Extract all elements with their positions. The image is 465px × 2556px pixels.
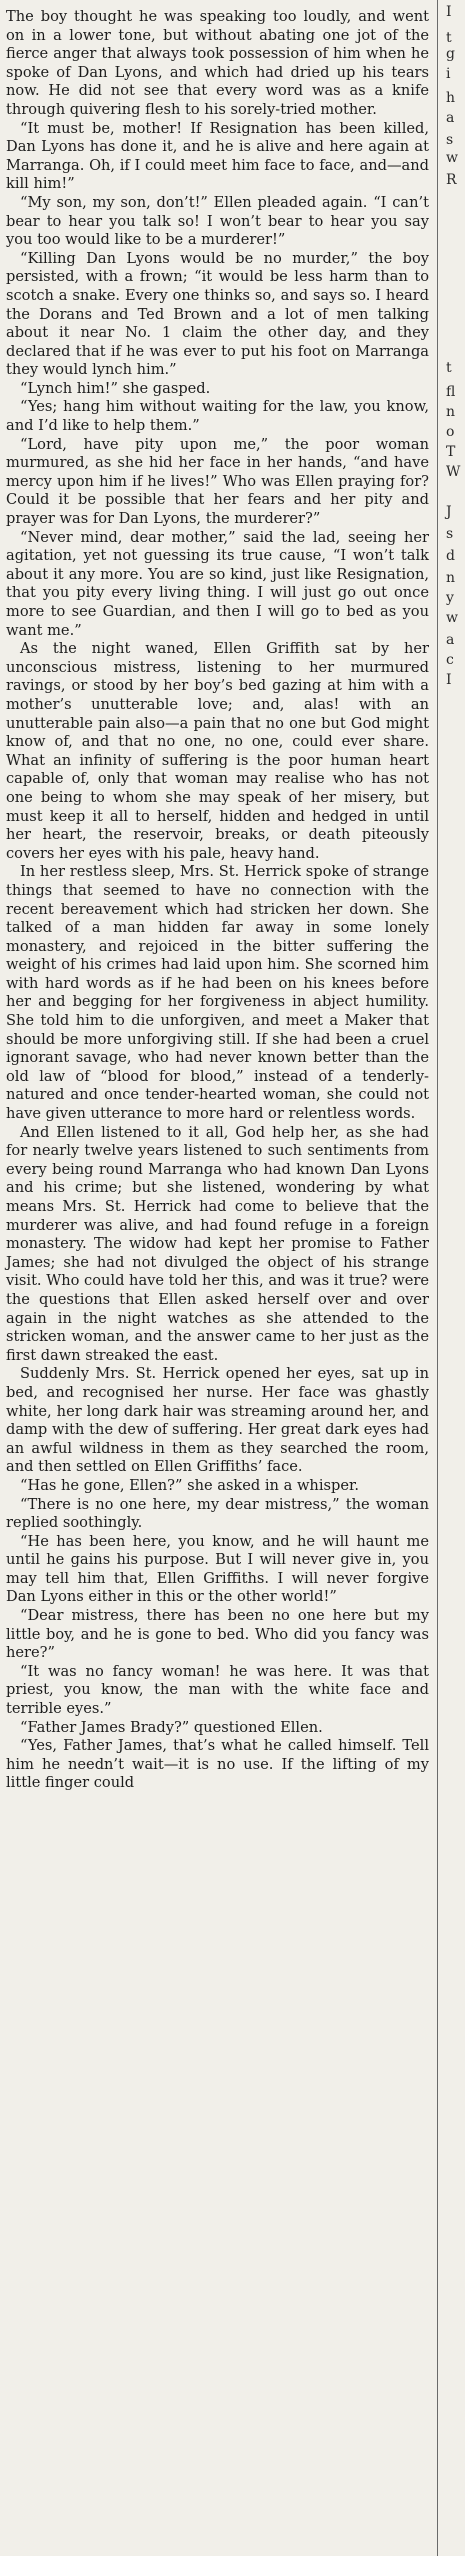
paragraph: “Lynch him!” she gasped. bbox=[20, 379, 211, 397]
adjacent-column-fragment: g bbox=[446, 46, 455, 62]
adjacent-column-fragment: s bbox=[446, 132, 454, 148]
adjacent-column-fragment: i bbox=[446, 66, 451, 82]
paragraph: “Dear mistress, there has been no one here but my little boy, and he is gone to bed. Who did you fancy was here?” bbox=[6, 1607, 429, 1662]
paragraph: “Has he gone, Ellen?” she asked in a whisper. bbox=[20, 1476, 359, 1494]
adjacent-column-fragment: o bbox=[446, 424, 455, 440]
paragraph: In her restless sleep, Mrs. St. Herrick spoke of strange things that seemed to have no connection with the recent bereavement which had stricken her down. She talked of a man hidden far away in some lonely monastery, and rejoiced in the bitter suffering the weight of his crimes had laid upon him. She scorned him with hard words as if he had been on his knees before her and begging for her forgiveness in abject humility. She told him to die unforgiven, and meet a Maker that should be more unforgiving still. If she had been a cruel ignorant savage, who had never known better than the old law of “blood for blood,” instead of a tenderly-natured and once tender-hearted woman, she could not have given utterance to more hard or relentless words. bbox=[6, 863, 429, 1123]
adjacent-column-fragment: n bbox=[446, 570, 456, 586]
paragraph: “He has been here, you know, and he will haunt me until he gains his purpose. But I will never give in, you may tell him that, Ellen Griffiths. I will never forgive Dan Lyons either in this or the other world!” bbox=[6, 1532, 429, 1606]
article-column bbox=[6, 8, 429, 1793]
paragraph: “Yes, Father James, that’s what he called himself. Tell him he needn’t wait—it is no use. If the lifting of my little finger could bbox=[6, 1737, 429, 1792]
adjacent-column-fragment: I bbox=[446, 672, 452, 688]
adjacent-column-fragment: fl bbox=[446, 384, 456, 400]
adjacent-column-fragment: t bbox=[446, 360, 452, 376]
adjacent-column-fragment: W bbox=[446, 464, 461, 480]
paragraph: “Father James Brady?” questioned Ellen. bbox=[20, 1718, 323, 1736]
adjacent-column-fragment: J bbox=[446, 504, 452, 520]
adjacent-column-fragment: h bbox=[446, 90, 456, 106]
adjacent-column-fragment: s bbox=[446, 526, 454, 542]
adjacent-column-fragment: w bbox=[446, 610, 458, 626]
adjacent-column-edge bbox=[444, 0, 465, 2556]
adjacent-column-fragment: R bbox=[446, 172, 457, 188]
paragraph: “It must be, mother! If Resignation has been killed, Dan Lyons has done it, and he is alive and here again at Marranga. Oh, if I could meet him face to face, and—and kill him!” bbox=[6, 119, 429, 193]
adjacent-column-fragment: T bbox=[446, 444, 456, 460]
paragraph: Suddenly Mrs. St. Herrick opened her eyes, sat up in bed, and recognised her nurse. Her face was ghastly white, her long dark hair was streaming around her, and damp with the dew of suffering. Her great dark eyes had an awful wildness in them as they searched the room, and then settled on Ellen Griffiths’ face. bbox=[6, 1365, 429, 1476]
adjacent-column-fragment: y bbox=[446, 590, 454, 606]
adjacent-column-fragment: t bbox=[446, 30, 452, 46]
adjacent-column-fragment: w bbox=[446, 150, 458, 166]
paragraph: “My son, my son, don’t!” Ellen pleaded again. “I can’t bear to hear you talk so! I won’t bear to hear you say you too would like to be a murderer!” bbox=[6, 193, 429, 249]
adjacent-column-fragment: a bbox=[446, 110, 455, 126]
adjacent-column-fragment: d bbox=[446, 548, 455, 564]
paragraph: “Never mind, dear mother,” said the lad, seeing her agitation, yet not guessing its true cause, “I won’t talk about it any more. You are so kind, just like Resignation, that you pity every living thing. I will just go out once more to see Guardian, and then I will go to bed as you want me.” bbox=[6, 528, 429, 639]
adjacent-column-fragment: n bbox=[446, 404, 456, 420]
adjacent-column-fragment: a bbox=[446, 632, 455, 648]
paragraph: The boy thought he was speaking too loudly, and went on in a lower tone, but without abating one jot of the fierce anger that always took possession of him when he spoke of Dan Lyons, and which had dried up his tears now. He did not see that every word was as a knife through quivering flesh to his sorely-tried mother. bbox=[6, 8, 429, 118]
adjacent-column-fragment: c bbox=[446, 652, 454, 668]
paragraph: “Killing Dan Lyons would be no murder,” the boy persisted, with a frown; “it would be less harm than to scotch a snake. Every one thinks so, and says so. I heard the Dorans and Ted Brown and a lot of men talking about it near No. 1 claim the other day, and they declared that if he was ever to put his foot on Marranga they would lynch him.” bbox=[6, 249, 429, 379]
adjacent-column-fragment: I bbox=[446, 4, 452, 20]
paragraph: “Yes; hang him without waiting for the law, you know, and I’d like to help them.” bbox=[6, 398, 429, 435]
paragraph: “There is no one here, my dear mistress,” the woman replied soothingly. bbox=[6, 1495, 429, 1532]
column-rule bbox=[437, 0, 438, 2556]
paragraph: “It was no fancy woman! he was here. It was that priest, you know, the man with the white face and terrible eyes.” bbox=[6, 1662, 429, 1718]
paragraph: As the night waned, Ellen Griffith sat by her unconscious mistress, listening to her murmured ravings, or stood by her boy’s bed gazing at him with a mother’s unutterable love; and, alas! with an unutterable pain also—a pain that no one but God might know of, and that no one, no one, could ever share. What an infinity of suffering is the poor human heart capable of, only that woman may realise who has not one being to whom she may speak of her misery, but must keep it all to herself, hidden and hedged in until her heart, the reservoir, breaks, or death piteously covers her eyes with his pale, heavy hand. bbox=[6, 640, 429, 862]
paragraph: “Lord, have pity upon me,” the poor woman murmured, as she hid her face in her hands, “and have mercy upon him if he lives!” Who was Ellen praying for? Could it be possible that her fears and her pity and prayer was for Dan Lyons, the murderer?” bbox=[6, 435, 429, 528]
paragraph: And Ellen listened to it all, God help her, as she had for nearly twelve years listened to such sentiments from every being round Marranga who had known Dan Lyons and his crime; but she listened, wondering by what means Mrs. St. Herrick had come to believe that the murderer was alive, and had found refuge in a foreign monastery. The widow had kept her promise to Father James; she had not divulged the object of his strange visit. Who could have told her this, and was it true? were the questions that Ellen asked herself over and over again in the night watches as she attended to the stricken woman, and the answer came to her just as the first dawn streaked the east. bbox=[6, 1123, 429, 1364]
